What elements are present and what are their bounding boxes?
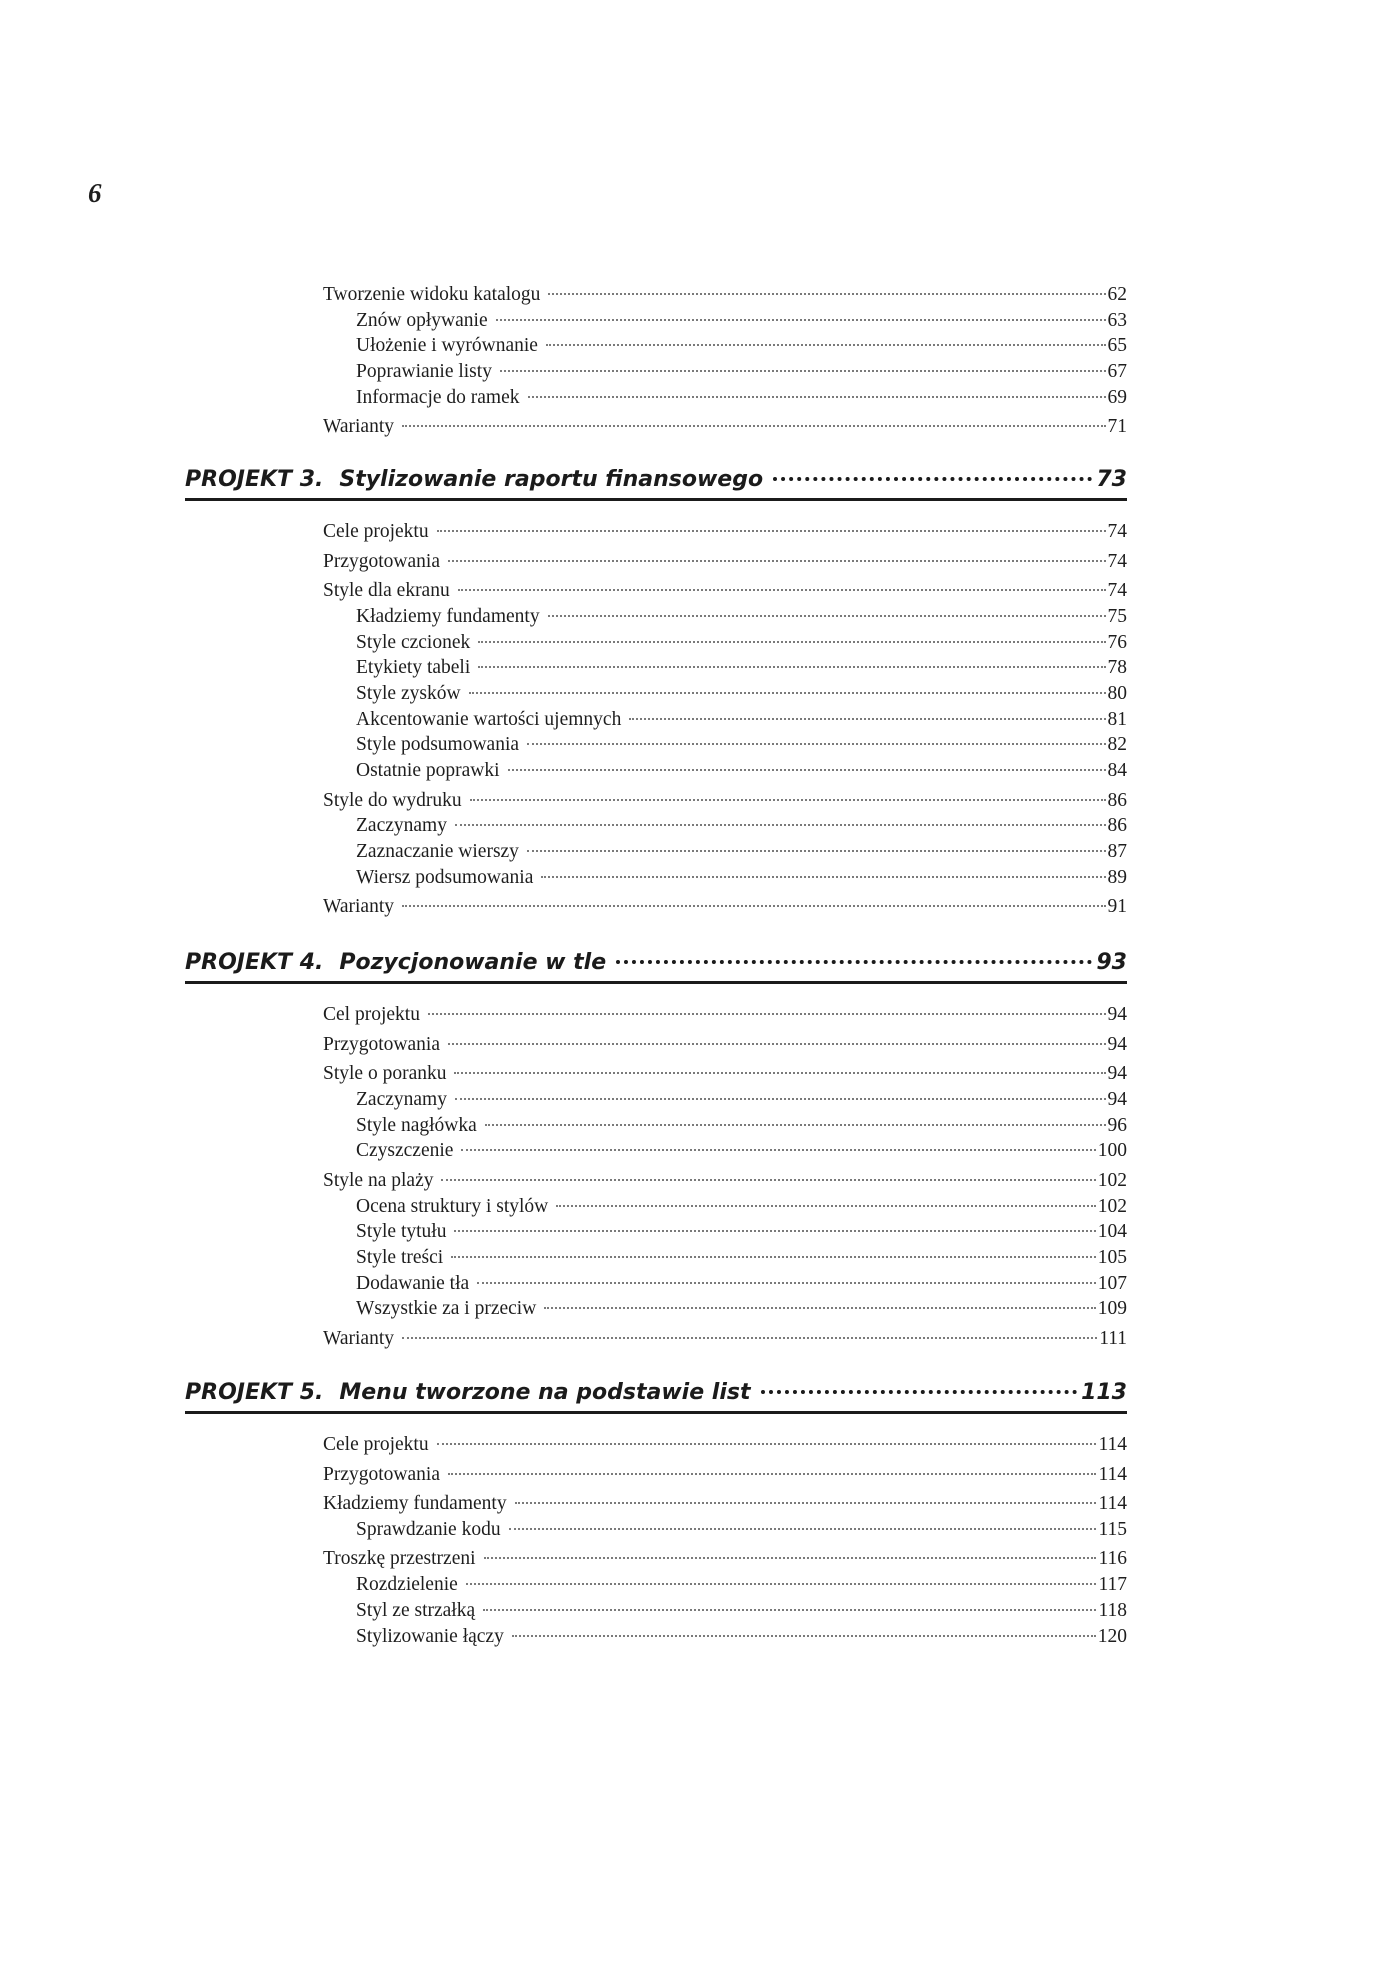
dot-leader bbox=[761, 1390, 1078, 1394]
toc-entry[interactable] bbox=[356, 1139, 1127, 1163]
entry-page-number: 86 bbox=[1107, 790, 1127, 811]
entry-page-number: 89 bbox=[1107, 867, 1127, 888]
entry-page-number: 80 bbox=[1107, 683, 1127, 704]
entry-label: Przygotowania bbox=[323, 1464, 440, 1485]
entry-page-number: 114 bbox=[1098, 1434, 1127, 1455]
project-page-number: 73 bbox=[1096, 467, 1127, 492]
entry-label: Czyszczenie bbox=[356, 1140, 454, 1161]
toc-entry[interactable] bbox=[356, 1220, 1127, 1244]
project-divider bbox=[185, 981, 1127, 984]
entry-page-number: 96 bbox=[1107, 1115, 1127, 1136]
project-page-number: 113 bbox=[1081, 1380, 1127, 1405]
dot-leader bbox=[508, 769, 1106, 771]
toc-entry[interactable] bbox=[323, 415, 1127, 439]
entry-page-number: 115 bbox=[1098, 1519, 1127, 1540]
toc-entry[interactable] bbox=[323, 520, 1127, 544]
dot-leader bbox=[455, 824, 1106, 826]
entry-label: Style czcionek bbox=[356, 632, 471, 653]
project-page-number: 93 bbox=[1096, 950, 1127, 975]
dot-leader bbox=[544, 1307, 1095, 1309]
entry-page-number: 86 bbox=[1107, 815, 1127, 836]
entry-label: Kładziemy fundamenty bbox=[356, 606, 540, 627]
entry-label: Style zysków bbox=[356, 683, 461, 704]
dot-leader bbox=[478, 666, 1105, 668]
dot-leader bbox=[485, 1124, 1106, 1126]
toc-entry[interactable] bbox=[323, 1547, 1127, 1571]
dot-leader bbox=[484, 1557, 1097, 1559]
dot-leader bbox=[496, 319, 1106, 321]
entry-page-number: 74 bbox=[1107, 551, 1127, 572]
dot-leader bbox=[437, 1443, 1097, 1445]
toc-entry[interactable] bbox=[356, 1246, 1127, 1270]
entry-page-number: 65 bbox=[1107, 335, 1127, 356]
dot-leader bbox=[402, 425, 1106, 427]
entry-page-number: 82 bbox=[1107, 734, 1127, 755]
entry-label: Style treści bbox=[356, 1247, 444, 1268]
toc-entry[interactable] bbox=[323, 1327, 1127, 1351]
toc-entry[interactable] bbox=[356, 682, 1127, 706]
dot-leader bbox=[477, 1282, 1096, 1284]
toc-entry[interactable] bbox=[323, 579, 1127, 603]
project-title: Menu tworzone na podstawie list bbox=[339, 1380, 751, 1405]
dot-leader bbox=[541, 876, 1105, 878]
entry-label: Przygotowania bbox=[323, 551, 440, 572]
entry-page-number: 116 bbox=[1098, 1548, 1127, 1569]
entry-page-number: 102 bbox=[1097, 1196, 1127, 1217]
dot-leader bbox=[441, 1179, 1095, 1181]
entry-page-number: 84 bbox=[1107, 760, 1127, 781]
dot-leader bbox=[469, 692, 1106, 694]
toc-entry[interactable] bbox=[356, 360, 1127, 384]
entry-label: Ułożenie i wyrównanie bbox=[356, 335, 538, 356]
toc-entry[interactable] bbox=[356, 708, 1127, 732]
toc-entry[interactable] bbox=[356, 605, 1127, 629]
dot-leader bbox=[448, 1473, 1096, 1475]
toc-entry[interactable] bbox=[356, 656, 1127, 680]
entry-page-number: 74 bbox=[1107, 580, 1127, 601]
entry-page-number: 114 bbox=[1098, 1493, 1127, 1514]
dot-leader bbox=[546, 344, 1106, 346]
entry-page-number: 102 bbox=[1097, 1170, 1127, 1191]
entry-page-number: 107 bbox=[1097, 1273, 1127, 1294]
dot-leader bbox=[470, 799, 1106, 801]
entry-page-number: 114 bbox=[1098, 1464, 1127, 1485]
toc-entry[interactable] bbox=[356, 759, 1127, 783]
entry-label: Troszkę przestrzeni bbox=[323, 1548, 476, 1569]
dot-leader bbox=[402, 905, 1106, 907]
toc-entry[interactable] bbox=[356, 1518, 1127, 1542]
toc-entry[interactable] bbox=[323, 895, 1127, 919]
toc-entry[interactable] bbox=[356, 1599, 1127, 1623]
entry-label: Poprawianie listy bbox=[356, 361, 492, 382]
project-number: PROJEKT 3. bbox=[185, 467, 324, 492]
dot-leader bbox=[556, 1205, 1095, 1207]
entry-label: Cele projektu bbox=[323, 521, 429, 542]
entry-label: Ostatnie poprawki bbox=[356, 760, 500, 781]
entry-label: Warianty bbox=[323, 1328, 394, 1349]
dot-leader bbox=[458, 589, 1106, 591]
dot-leader bbox=[454, 1230, 1095, 1232]
toc-entry[interactable] bbox=[356, 631, 1127, 655]
toc-entry[interactable] bbox=[356, 814, 1127, 838]
entry-label: Wszystkie za i przeciw bbox=[356, 1298, 537, 1319]
entry-label: Zaczynamy bbox=[356, 815, 447, 836]
entry-page-number: 91 bbox=[1107, 896, 1127, 917]
dot-leader bbox=[548, 615, 1106, 617]
dot-leader bbox=[500, 370, 1106, 372]
entry-label: Wiersz podsumowania bbox=[356, 867, 534, 888]
dot-leader bbox=[428, 1013, 1106, 1015]
toc-entry[interactable] bbox=[356, 309, 1127, 333]
project-divider bbox=[185, 1411, 1127, 1414]
entry-label: Cel projektu bbox=[323, 1004, 420, 1025]
entry-page-number: 94 bbox=[1107, 1089, 1127, 1110]
entry-page-number: 111 bbox=[1099, 1328, 1127, 1349]
toc-entry[interactable] bbox=[356, 1195, 1127, 1219]
toc-entry[interactable] bbox=[323, 550, 1127, 574]
dot-leader bbox=[629, 718, 1105, 720]
dot-leader bbox=[402, 1337, 1097, 1339]
dot-leader bbox=[454, 1072, 1105, 1074]
dot-leader bbox=[512, 1635, 1096, 1637]
entry-page-number: 78 bbox=[1107, 657, 1127, 678]
toc-entry[interactable] bbox=[323, 1492, 1127, 1516]
entry-label: Stylizowanie łączy bbox=[356, 1626, 504, 1647]
entry-page-number: 104 bbox=[1097, 1221, 1127, 1242]
entry-page-number: 74 bbox=[1107, 521, 1127, 542]
dot-leader bbox=[478, 641, 1105, 643]
entry-page-number: 71 bbox=[1107, 416, 1127, 437]
entry-label: Etykiety tabeli bbox=[356, 657, 471, 678]
toc-entry[interactable] bbox=[356, 1114, 1127, 1138]
dot-leader bbox=[466, 1583, 1097, 1585]
entry-page-number: 120 bbox=[1097, 1626, 1127, 1647]
entry-label: Style do wydruku bbox=[323, 790, 462, 811]
entry-page-number: 117 bbox=[1098, 1574, 1127, 1595]
entry-page-number: 76 bbox=[1107, 632, 1127, 653]
toc-entry[interactable] bbox=[323, 1003, 1127, 1027]
entry-label: Style podsumowania bbox=[356, 734, 520, 755]
entry-label: Style dla ekranu bbox=[323, 580, 450, 601]
entry-label: Tworzenie widoku katalogu bbox=[323, 284, 541, 305]
entry-label: Kładziemy fundamenty bbox=[323, 1493, 507, 1514]
entry-label: Zaczynamy bbox=[356, 1089, 447, 1110]
page-number: 6 bbox=[88, 178, 102, 208]
toc-entry[interactable] bbox=[356, 1573, 1127, 1597]
toc-entry[interactable] bbox=[356, 334, 1127, 358]
entry-page-number: 100 bbox=[1097, 1140, 1127, 1161]
toc-entry[interactable] bbox=[356, 840, 1127, 864]
entry-page-number: 118 bbox=[1098, 1600, 1127, 1621]
toc-entry[interactable] bbox=[323, 789, 1127, 813]
entry-label: Cele projektu bbox=[323, 1434, 429, 1455]
entry-page-number: 75 bbox=[1107, 606, 1127, 627]
dot-leader bbox=[527, 850, 1106, 852]
entry-page-number: 81 bbox=[1107, 709, 1127, 730]
entry-label: Warianty bbox=[323, 416, 394, 437]
toc-entry[interactable] bbox=[323, 1033, 1127, 1057]
entry-page-number: 63 bbox=[1107, 310, 1127, 331]
entry-page-number: 62 bbox=[1107, 284, 1127, 305]
dot-leader bbox=[461, 1149, 1095, 1151]
entry-label: Przygotowania bbox=[323, 1034, 440, 1055]
dot-leader bbox=[528, 396, 1106, 398]
entry-label: Style na plaży bbox=[323, 1170, 434, 1191]
toc-entry[interactable] bbox=[356, 733, 1127, 757]
dot-leader bbox=[437, 530, 1106, 532]
dot-leader bbox=[455, 1098, 1106, 1100]
toc-entry[interactable] bbox=[323, 1433, 1127, 1457]
dot-leader bbox=[448, 560, 1106, 562]
entry-page-number: 69 bbox=[1107, 387, 1127, 408]
toc-entry[interactable] bbox=[323, 1169, 1127, 1193]
entry-label: Znów opływanie bbox=[356, 310, 488, 331]
entry-label: Zaznaczanie wierszy bbox=[356, 841, 519, 862]
entry-label: Warianty bbox=[323, 896, 394, 917]
dot-leader bbox=[448, 1043, 1106, 1045]
dot-leader bbox=[483, 1609, 1096, 1611]
toc-entry[interactable] bbox=[356, 1272, 1127, 1296]
project-heading[interactable] bbox=[185, 466, 1127, 494]
toc-entry[interactable] bbox=[356, 1088, 1127, 1112]
entry-page-number: 94 bbox=[1107, 1063, 1127, 1084]
toc-entry[interactable] bbox=[356, 386, 1127, 410]
dot-leader bbox=[515, 1502, 1097, 1504]
project-title: Stylizowanie raportu finansowego bbox=[339, 467, 764, 492]
toc-entry[interactable] bbox=[323, 1062, 1127, 1086]
project-title: Pozycjonowanie w tle bbox=[339, 950, 607, 975]
entry-page-number: 67 bbox=[1107, 361, 1127, 382]
toc-entry[interactable] bbox=[323, 1463, 1127, 1487]
entry-label: Ocena struktury i stylów bbox=[356, 1196, 549, 1217]
dot-leader bbox=[451, 1256, 1096, 1258]
toc-entry[interactable] bbox=[356, 1625, 1127, 1649]
entry-label: Informacje do ramek bbox=[356, 387, 520, 408]
dot-leader bbox=[509, 1528, 1097, 1530]
toc-entry[interactable] bbox=[356, 866, 1127, 890]
entry-label: Styl ze strzałką bbox=[356, 1600, 476, 1621]
entry-page-number: 94 bbox=[1107, 1034, 1127, 1055]
entry-page-number: 109 bbox=[1097, 1298, 1127, 1319]
entry-label: Rozdzielenie bbox=[356, 1574, 458, 1595]
dot-leader bbox=[616, 960, 1092, 964]
project-number: PROJEKT 4. bbox=[185, 950, 324, 975]
entry-page-number: 105 bbox=[1097, 1247, 1127, 1268]
entry-label: Style nagłówka bbox=[356, 1115, 477, 1136]
project-divider bbox=[185, 498, 1127, 501]
project-heading[interactable] bbox=[185, 949, 1127, 977]
entry-page-number: 94 bbox=[1107, 1004, 1127, 1025]
entry-label: Sprawdzanie kodu bbox=[356, 1519, 501, 1540]
entry-label: Dodawanie tła bbox=[356, 1273, 470, 1294]
entry-page-number: 87 bbox=[1107, 841, 1127, 862]
project-heading[interactable] bbox=[185, 1379, 1127, 1407]
dot-leader bbox=[527, 743, 1105, 745]
entry-label: Style tytułu bbox=[356, 1221, 447, 1242]
dot-leader bbox=[548, 293, 1105, 295]
toc-entry[interactable] bbox=[356, 1297, 1127, 1321]
entry-label: Style o poranku bbox=[323, 1063, 447, 1084]
toc-entry[interactable] bbox=[323, 283, 1127, 307]
dot-leader bbox=[773, 477, 1092, 481]
project-number: PROJEKT 5. bbox=[185, 1380, 324, 1405]
entry-label: Akcentowanie wartości ujemnych bbox=[356, 709, 622, 730]
